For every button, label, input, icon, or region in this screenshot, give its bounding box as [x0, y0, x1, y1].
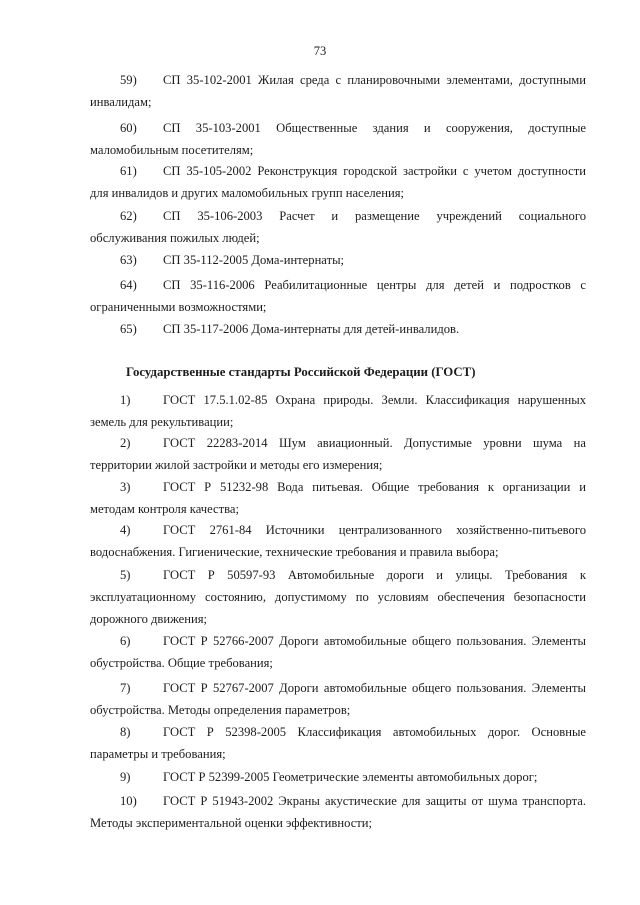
item-text-cont: Методы экспериментальной оценки эффективности; [90, 816, 373, 830]
item-number: 6) [120, 634, 131, 648]
item-text-cont: параметры и требования; [90, 747, 226, 761]
item-number: 7) [120, 681, 131, 695]
list-item [90, 117, 586, 161]
item-text: СП 35-105-2002 Реконструкция городской застройки с учетом доступности [163, 164, 586, 178]
item-text: СП 35-102-2001 Жилая среда с планировочными элементами, доступными [163, 73, 586, 87]
item-number: 65) [120, 322, 137, 336]
list-item [90, 519, 586, 563]
list-item [90, 766, 586, 788]
list-item [90, 318, 586, 340]
item-text-cont: инвалидам; [90, 95, 152, 109]
item-number: 9) [120, 770, 131, 784]
item-text-cont: для инвалидов и других маломобильных групп населения; [90, 186, 405, 200]
item-text: ГОСТ Р 52767-2007 Дороги автомобильные общего пользования. Элементы [163, 681, 586, 695]
item-text-cont: эксплуатационному состоянию, допустимому по условиям обеспечения безопасности [90, 590, 586, 604]
list-item [90, 476, 586, 520]
item-text-cont: земель для рекультивации; [90, 415, 234, 429]
item-number: 64) [120, 278, 137, 292]
item-number: 60) [120, 121, 137, 135]
item-number: 8) [120, 725, 131, 739]
item-text: ГОСТ Р 52766-2007 Дороги автомобильные общего пользования. Элементы [163, 634, 586, 648]
item-number: 59) [120, 73, 137, 87]
list-item [90, 630, 586, 674]
item-number: 3) [120, 480, 131, 494]
list-item [90, 677, 586, 721]
list-item [90, 721, 586, 765]
list-item [90, 160, 586, 204]
item-text-cont: обустройства. Методы определения параметров; [90, 703, 351, 717]
item-number: 63) [120, 253, 137, 267]
item-text: СП 35-112-2005 Дома-интернаты; [163, 253, 345, 267]
item-text: ГОСТ 17.5.1.02-85 Охрана природы. Земли. Классификация нарушенных [163, 393, 586, 407]
item-number: 1) [120, 393, 131, 407]
item-text: СП 35-103-2001 Общественные здания и сооружения, доступные [163, 121, 586, 135]
list-item [90, 389, 586, 433]
item-number: 61) [120, 164, 137, 178]
item-text: ГОСТ Р 51943-2002 Экраны акустические для защиты от шума транспорта. [163, 794, 586, 808]
item-text-cont: ограниченными возможностями; [90, 300, 267, 314]
list-item [90, 564, 586, 630]
item-text-cont: обслуживания пожилых людей; [90, 231, 260, 245]
item-text-cont: обустройства. Общие требования; [90, 656, 273, 670]
section-heading: Государственные стандарты Российской Федерации (ГОСТ) [126, 365, 476, 379]
item-text: СП 35-117-2006 Дома-интернаты для детей-инвалидов. [163, 322, 460, 336]
item-number: 5) [120, 568, 131, 582]
item-text: СП 35-106-2003 Расчет и размещение учреждений социального [163, 209, 586, 223]
item-number: 2) [120, 436, 131, 450]
list-item [90, 432, 586, 476]
item-number: 10) [120, 794, 137, 808]
item-text-cont: методам контроля качества; [90, 502, 239, 516]
item-text: ГОСТ Р 50597-93 Автомобильные дороги и улицы. Требования к [163, 568, 586, 582]
item-text: ГОСТ 2761-84 Источники централизованного хозяйственно-питьевого [163, 523, 586, 537]
item-text: СП 35-116-2006 Реабилитационные центры для детей и подростков с [163, 278, 586, 292]
item-number: 62) [120, 209, 137, 223]
list-item [90, 274, 586, 318]
page-number: 73 [313, 44, 327, 58]
list-item [90, 69, 586, 113]
item-text-cont: водоснабжения. Гигиенические, технические требования и правила выбора; [90, 545, 499, 559]
item-text-cont: территории жилой застройки и методы его измерения; [90, 458, 383, 472]
item-text: ГОСТ Р 52399-2005 Геометрические элементы автомобильных дорог; [163, 770, 538, 784]
item-text-cont: дорожного движения; [90, 612, 208, 626]
item-text: ГОСТ Р 51232-98 Вода питьевая. Общие требования к организации и [163, 480, 586, 494]
list-item [90, 790, 586, 834]
item-text: ГОСТ 22283-2014 Шум авиационный. Допустимые уровни шума на [163, 436, 586, 450]
item-number: 4) [120, 523, 131, 537]
list-item [90, 205, 586, 249]
item-text-cont: маломобильным посетителям; [90, 143, 254, 157]
list-item [90, 249, 586, 271]
item-text: ГОСТ Р 52398-2005 Классификация автомобильных дорог. Основные [163, 725, 586, 739]
